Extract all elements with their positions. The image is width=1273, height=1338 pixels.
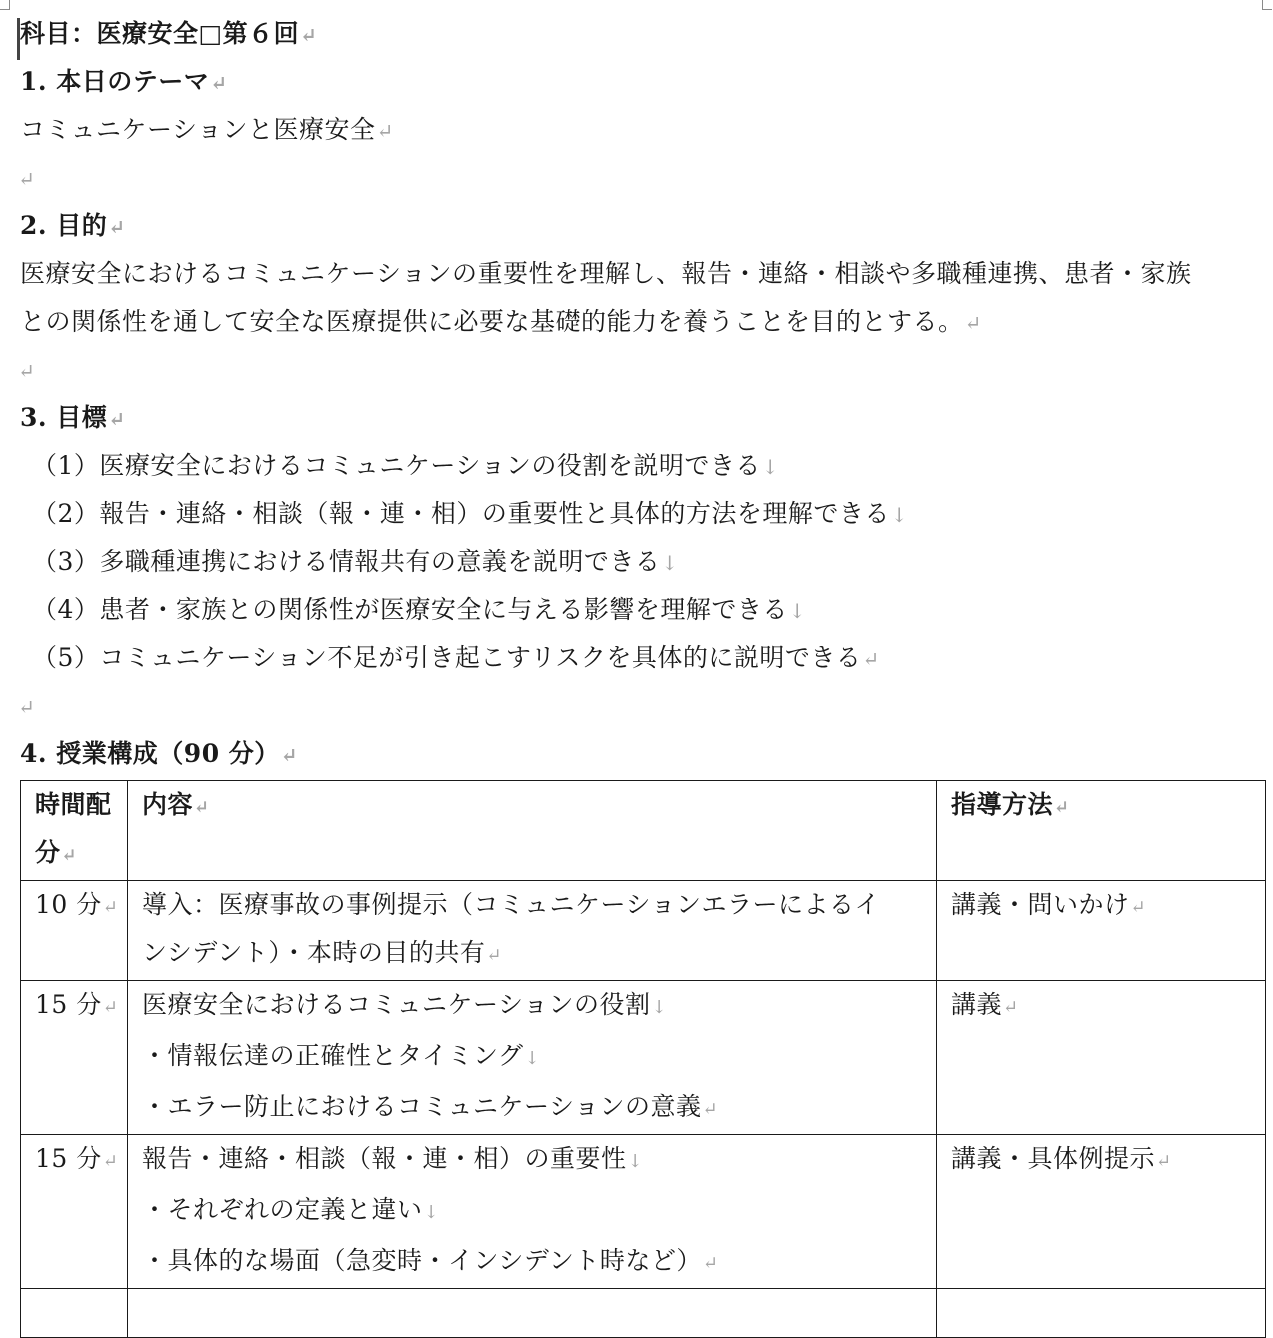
cell-method[interactable]	[937, 881, 1266, 981]
section1-text[interactable]	[20, 106, 1270, 154]
table-row-partial	[21, 1289, 1266, 1338]
empty-paragraph[interactable]	[20, 682, 1270, 730]
paragraph-mark: ↵	[862, 647, 880, 671]
content-text: ・情報伝達の正確性とタイミング	[142, 1041, 524, 1070]
line-break-mark: ↓	[788, 599, 807, 623]
purpose-line-2[interactable]	[20, 298, 1270, 346]
content-line	[142, 1135, 922, 1186]
method-text: 講義・具体例提示	[951, 1144, 1156, 1173]
paragraph-mark: ↵	[964, 311, 982, 335]
cell-mark: ↵	[102, 897, 119, 918]
goal-text: （3）多職種連携における情報共有の意義を説明できる	[32, 547, 661, 576]
line-break-mark: ↓	[627, 1151, 644, 1172]
goal-item[interactable]	[20, 442, 1270, 490]
cell-method[interactable]	[937, 1135, 1266, 1289]
time-text: 10 分	[35, 890, 102, 919]
cell-content[interactable]	[128, 1135, 937, 1289]
cell-mark: ↵	[1130, 897, 1147, 918]
cell-mark: ↵	[61, 845, 78, 866]
method-text: 講義・問いかけ	[951, 890, 1130, 919]
section2-heading[interactable]	[20, 202, 1270, 250]
content-text: ・具体的な場面（急変時・インシデント時など）	[142, 1246, 702, 1275]
cell-method[interactable]	[937, 1289, 1266, 1338]
line-break-mark: ↓	[890, 503, 909, 527]
cell-mark: ↵	[1156, 1151, 1172, 1172]
cell-content[interactable]	[128, 1289, 937, 1338]
subject-line[interactable]	[20, 10, 1270, 58]
paragraph-mark: ↵	[18, 167, 36, 191]
content-text: 報告・連絡・相談（報・連・相）の重要性	[142, 1144, 627, 1173]
goal-item[interactable]	[20, 634, 1270, 682]
header-method[interactable]	[937, 781, 1266, 881]
line-break-mark: ↓	[524, 1048, 541, 1069]
section3-heading-text: 3. 目標	[20, 403, 108, 432]
paragraph-mark: ↵	[108, 215, 126, 239]
goal-item[interactable]	[20, 586, 1270, 634]
cell-mark: ↵	[194, 797, 210, 818]
section1-heading-text: 1. 本日のテーマ	[20, 67, 210, 96]
content-line-last	[142, 1237, 922, 1288]
paragraph-mark: ↵	[210, 71, 228, 95]
theme-text: コミュニケーションと医療安全	[20, 115, 376, 144]
document-page[interactable]	[20, 10, 1270, 1338]
content-text: ・エラー防止におけるコミュニケーションの意義	[142, 1092, 702, 1121]
header-time-text: 時間配分	[35, 790, 112, 867]
cell-mark: ↵	[102, 1151, 119, 1172]
table-row	[21, 1135, 1266, 1289]
content-line	[142, 1186, 922, 1237]
paragraph-mark: ↵	[300, 23, 318, 47]
content-text: 医療安全におけるコミュニケーションの役割	[142, 990, 651, 1019]
paragraph-mark: ↵	[18, 695, 36, 719]
purpose-text-1: 医療安全におけるコミュニケーションの重要性を理解し、報告・連絡・相談や多職種連携、患者・家族	[20, 259, 1192, 288]
purpose-text-2: との関係性を通して安全な医療提供に必要な基礎的能力を養うことを目的とする。	[20, 307, 964, 336]
cell-method[interactable]	[937, 981, 1266, 1135]
section3-heading[interactable]	[20, 394, 1270, 442]
subject-text: 科目：医療安全□第６回	[20, 19, 300, 48]
cell-mark: ↵	[1054, 797, 1070, 818]
section4-heading-text: 4. 授業構成（90 分）	[20, 739, 280, 768]
paragraph-mark: ↵	[376, 119, 394, 143]
line-break-mark: ↓	[651, 997, 668, 1018]
section2-heading-text: 2. 目的	[20, 211, 108, 240]
purpose-line-1[interactable]	[20, 250, 1270, 298]
cell-mark: ↵	[702, 1099, 719, 1120]
content-line	[142, 1032, 922, 1083]
content-text: ・それぞれの定義と違い	[142, 1195, 423, 1224]
table-row	[21, 981, 1266, 1135]
paragraph-mark: ↵	[280, 743, 299, 767]
empty-paragraph[interactable]	[20, 154, 1270, 202]
header-time[interactable]	[21, 781, 128, 881]
time-text: 15 分	[35, 990, 102, 1019]
cell-time[interactable]	[21, 881, 128, 981]
table-header-row	[21, 781, 1266, 881]
table-row	[21, 881, 1266, 981]
goal-text: （5）コミュニケーション不足が引き起こすリスクを具体的に説明できる	[32, 643, 862, 672]
cell-content[interactable]	[128, 881, 937, 981]
cell-mark: ↵	[486, 945, 502, 966]
goal-item[interactable]	[20, 490, 1270, 538]
time-text: 15 分	[35, 1144, 102, 1173]
cell-mark: ↵	[1003, 997, 1019, 1018]
cell-time[interactable]	[21, 1135, 128, 1289]
line-break-mark: ↓	[661, 551, 679, 575]
goal-item[interactable]	[20, 538, 1270, 586]
paragraph-mark: ↵	[18, 359, 36, 383]
cell-mark: ↵	[702, 1253, 719, 1274]
content-line	[142, 981, 922, 1032]
goal-text: （1）医療安全におけるコミュニケーションの役割を説明できる	[32, 451, 761, 480]
line-break-mark: ↓	[761, 455, 780, 479]
goal-text: （2）報告・連絡・相談（報・連・相）の重要性と具体的方法を理解できる	[32, 499, 890, 528]
header-method-text: 指導方法	[951, 790, 1054, 819]
section4-heading[interactable]	[20, 730, 1270, 778]
content-text: ンシデント）・本時の目的共有	[142, 938, 486, 967]
lesson-plan-table[interactable]	[20, 780, 1266, 1338]
empty-paragraph[interactable]	[20, 346, 1270, 394]
paragraph-mark: ↵	[108, 407, 126, 431]
page-corner-mark-left	[0, 0, 10, 10]
header-content-text: 内容	[142, 790, 194, 819]
header-content[interactable]	[128, 781, 937, 881]
cell-mark: ↵	[102, 997, 119, 1018]
cell-time[interactable]	[21, 1289, 128, 1338]
cell-time[interactable]	[21, 981, 128, 1135]
content-line-last	[142, 929, 922, 980]
method-text: 講義	[951, 990, 1003, 1019]
page-corner-mark-right	[1262, 0, 1272, 10]
line-break-mark: ↓	[423, 1202, 440, 1223]
cell-content[interactable]	[128, 981, 937, 1135]
goal-text: （4）患者・家族との関係性が医療安全に与える影響を理解できる	[32, 595, 788, 624]
content-line-last	[142, 1083, 922, 1134]
content-line: 導入：医療事故の事例提示（コミュニケーションエラーによるイ	[142, 890, 881, 919]
section1-heading[interactable]	[20, 58, 1270, 106]
